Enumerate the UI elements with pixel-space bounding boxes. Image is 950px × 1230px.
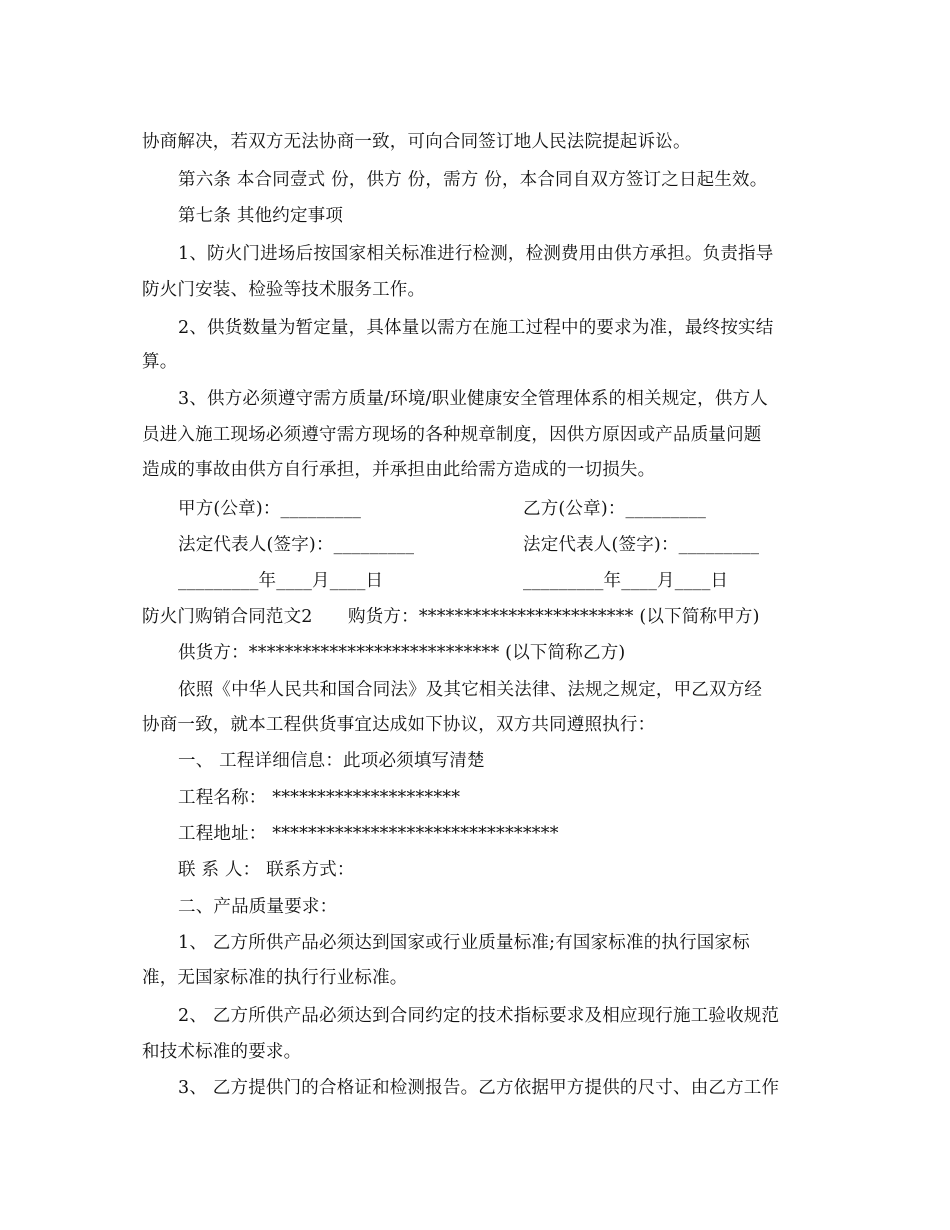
- paragraph-line: 和技术标准的要求。: [142, 1042, 302, 1062]
- paragraph-line: 工程地址： ********************************: [178, 824, 559, 844]
- section-heading: 第七条 其他约定事项: [178, 206, 344, 226]
- paragraph-line: 防火门安装、检验等技术服务工作。: [142, 280, 426, 300]
- paragraph-line: 1、防火门进场后按国家相关标准进行检测，检测费用由供方承担。负责指导: [178, 244, 774, 264]
- party-a-representative: 法定代表人(签字)：_________: [178, 535, 415, 555]
- paragraph-line: 员进入施工现场必须遵守需方现场的各种规章制度，因供方原因或产品质量问题: [142, 425, 762, 445]
- paragraph-line: 第六条 本合同壹式 份，供方 份，需方 份，本合同自双方签订之日起生效。: [178, 170, 768, 190]
- paragraph-line: 协商一致，就本工程供货事宜达成如下协议，双方共同遵照执行：: [142, 715, 656, 735]
- paragraph-line: 供货方：**************************** (以下简称乙方): [178, 643, 626, 663]
- paragraph-line: 联 系 人： 联系方式：: [178, 860, 355, 880]
- paragraph-line: 3、 乙方提供门的合格证和检测报告。乙方依据甲方提供的尺寸、由乙方工作: [178, 1078, 780, 1098]
- paragraph-line: 依照《中华人民共和国合同法》及其它相关法律、法规之规定，甲乙双方经: [178, 680, 763, 700]
- party-b-representative: 法定代表人(签字)：_________: [523, 535, 760, 555]
- paragraph-line: 3、供方必须遵守需方质量/环境/职业健康安全管理体系的相关规定，供方人: [178, 389, 768, 409]
- paragraph-line: 造成的事故由供方自行承担，并承担由此给需方造成的一切损失。: [142, 460, 656, 480]
- party-b-date: _________年____月____日: [523, 571, 729, 591]
- second-contract-header: 防火门购销合同范文2 购货方：************************ (以下简称甲方): [142, 607, 760, 627]
- party-b-seal: 乙方(公章)：_________: [523, 499, 707, 519]
- party-a-date: _________年____月____日: [178, 571, 384, 591]
- paragraph-line: 准，无国家标准的执行行业标准。: [142, 968, 408, 988]
- paragraph-line: 2、 乙方所供产品必须达到合同约定的技术指标要求及相应现行施工验收规范: [178, 1006, 780, 1026]
- party-a-seal: 甲方(公章)：_________: [178, 499, 362, 519]
- paragraph-line: 算。: [142, 352, 178, 372]
- section-heading: 二、产品质量要求：: [178, 897, 338, 917]
- paragraph-line: 2、供货数量为暂定量，具体量以需方在施工过程中的要求为准，最终按实结: [178, 318, 774, 338]
- paragraph-line: 工程名称： *********************: [178, 788, 461, 808]
- paragraph-line: 协商解决，若双方无法协商一致，可向合同签订地人民法院提起诉讼。: [142, 132, 691, 152]
- section-heading: 一、 工程详细信息：此项必须填写清楚: [178, 751, 485, 771]
- paragraph-line: 1、 乙方所供产品必须达到国家或行业质量标准;有国家标准的执行国家标: [178, 933, 750, 953]
